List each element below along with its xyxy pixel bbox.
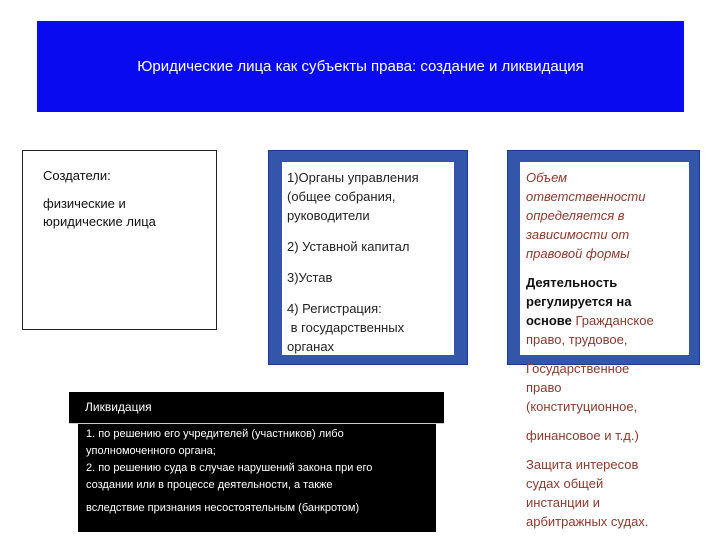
resp-line-g: судах общей xyxy=(526,476,604,491)
procedure-item-2: 2) Уставной капитал xyxy=(287,239,410,254)
creators-line-1: физические и xyxy=(43,196,126,211)
procedure-item-1b: (общее собрания, xyxy=(287,189,396,204)
resp-italic-1: Объем xyxy=(526,170,568,185)
creators-heading: Создатели: xyxy=(43,168,111,183)
resp-italic-5: правовой формы xyxy=(526,246,630,261)
liquidation-line-4: создании или в процессе деятельности, а также xyxy=(86,479,333,491)
resp-line-h: инстанции и xyxy=(526,495,601,510)
resp-line-e: финансовое и т.д.) xyxy=(526,428,639,443)
title-banner xyxy=(37,21,684,112)
liquidation-line-1: 1. по решению его учредителей (участников) либо xyxy=(86,428,344,440)
responsibility-text xyxy=(526,168,686,531)
resp-line-d: (конституционное, xyxy=(526,399,638,414)
procedure-item-1c: руководители xyxy=(287,208,370,223)
resp-mixed-line xyxy=(526,311,686,330)
procedure-item-1a: 1)Органы управления xyxy=(287,170,419,185)
resp-italic-3: определяется в xyxy=(526,208,625,223)
liquidation-body xyxy=(78,424,436,532)
procedure-item-4b: в государственных xyxy=(287,320,405,335)
liquidation-line-2: уполномоченного органа; xyxy=(86,445,216,457)
resp-line-i: арбитражных судах. xyxy=(526,514,649,529)
resp-line-b: Государственное xyxy=(526,361,630,376)
procedure-text xyxy=(287,168,457,356)
resp-bold-1: Деятельность xyxy=(526,275,618,290)
resp-bold-2: регулируется на xyxy=(526,294,632,309)
resp-italic-2: ответственности xyxy=(526,189,646,204)
liquidation-header xyxy=(69,392,444,424)
liquidation-line-3: 2. по решению суда в случае нарушений закона при его xyxy=(86,462,373,474)
slide-title: Юридические лица как субъекты права: создание и ликвидация xyxy=(137,58,584,75)
resp-line-c: право xyxy=(526,380,562,395)
resp-italic-4: зависимости от xyxy=(526,227,630,242)
creators-box xyxy=(22,150,217,330)
resp-bold-3: основе xyxy=(526,313,572,328)
procedure-item-4a: 4) Регистрация: xyxy=(287,301,382,316)
procedure-item-4c: органах xyxy=(287,339,335,354)
procedure-item-3: 3)Устав xyxy=(287,270,333,285)
liquidation-heading: Ликвидация xyxy=(85,400,152,414)
resp-line-f: Защита интересов xyxy=(526,457,639,472)
creators-line-2: юридические лица xyxy=(43,214,156,229)
resp-after-bold: Гражданское xyxy=(571,313,654,328)
liquidation-line-5: вследствие признания несостоятельным (банкротом) xyxy=(86,502,360,514)
resp-line-a: право, трудовое, xyxy=(526,332,628,347)
